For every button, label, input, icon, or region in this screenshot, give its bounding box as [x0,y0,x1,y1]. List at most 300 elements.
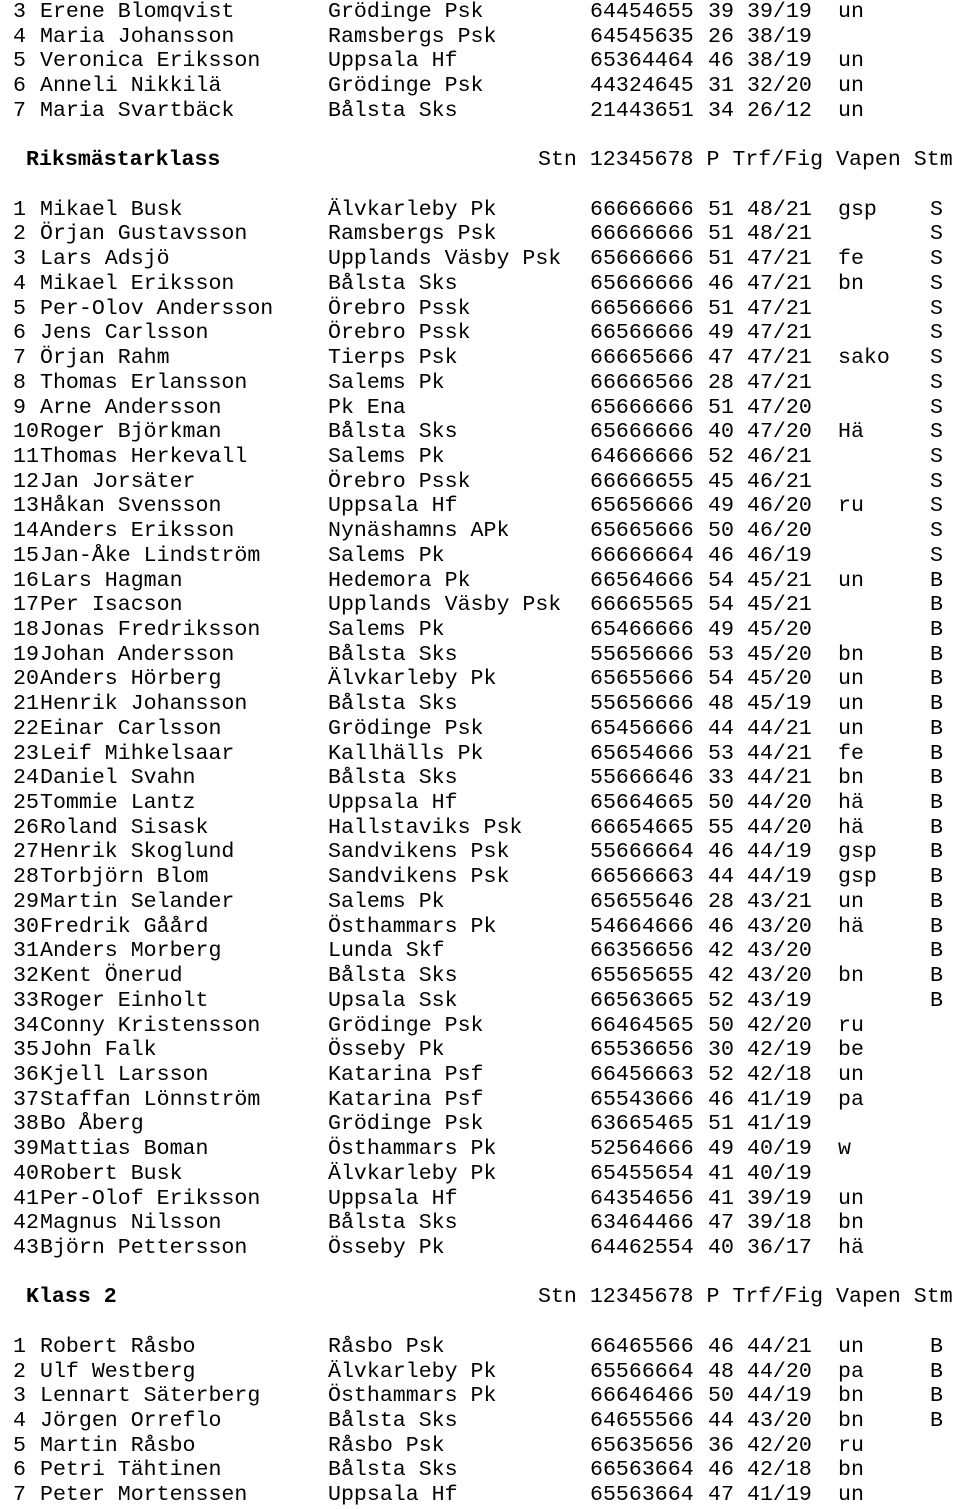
result-row [0,445,960,469]
hits-figures: 48/21 [747,197,812,222]
hits-figures: 39/19 [747,0,812,24]
badge-class: B [930,618,943,642]
placement: 9 [13,395,26,420]
hits-figures: 43/20 [747,939,812,964]
weapon: hä [838,914,864,939]
placement: 24 [13,766,39,791]
club-name: Grödinge Psk [328,74,484,99]
shooter-name: Kjell Larsson [40,1062,209,1087]
result-row [0,667,960,691]
shooter-name: Kent Önerud [40,964,183,989]
result-row [0,742,960,766]
points: 51 [708,1112,734,1137]
placement: 14 [13,519,39,544]
shooter-name: Roger Einholt [40,988,209,1013]
points: 50 [708,519,734,544]
weapon: ru [838,1433,864,1458]
hits-figures: 42/19 [747,1038,812,1063]
result-row [0,1187,960,1211]
result-row [0,99,960,123]
placement: 15 [13,543,39,568]
points: 54 [708,667,734,692]
hits-figures: 44/21 [747,766,812,791]
weapon: un [838,74,864,99]
result-row [0,272,960,296]
placement: 1 [13,1334,26,1359]
shooter-name: John Falk [40,1038,157,1063]
badge-class: B [930,741,943,766]
badge-class: S [930,444,943,469]
shooter-name: Jonas Fredriksson [40,618,261,642]
placement: 3 [13,247,26,272]
hits-figures: 47/20 [747,420,812,445]
club-name: Salems Pk [328,370,445,395]
placement: 12 [13,469,39,494]
badge-class: S [930,296,943,321]
club-name: Katarina Psf [328,1087,484,1112]
weapon: be [838,1038,864,1063]
points: 55 [708,815,734,840]
shooter-name: Roger Björkman [40,420,222,445]
hits-figures: 47/21 [747,296,812,321]
weapon: w [838,1137,851,1162]
result-row [0,1434,960,1458]
placement: 13 [13,494,39,519]
badge-class: B [930,766,943,791]
station-scores: 66666666 [590,197,694,222]
club-name: Grödinge Psk [328,1013,484,1038]
points: 26 [708,24,734,49]
shooter-name: Robert Råsbo [40,1334,196,1359]
club-name: Östhammars Pk [328,914,497,939]
station-scores: 65666666 [590,247,694,272]
placement: 10 [13,420,39,445]
club-name: Uppsala Hf [328,1483,458,1508]
badge-class: B [930,964,943,989]
placement: 5 [13,1433,26,1458]
weapon: un [838,716,864,741]
shooter-name: Veronica Eriksson [40,49,261,74]
placement: 4 [13,271,26,296]
weapon: un [838,1186,864,1211]
badge-class: B [930,939,943,964]
badge-class: B [930,791,943,816]
points: 54 [708,568,734,593]
badge-class: B [930,840,943,865]
shooter-name: Jörgen Orreflo [40,1409,222,1434]
badge-class: B [930,889,943,914]
hits-figures: 47/21 [747,271,812,296]
placement: 17 [13,593,39,618]
station-scores: 66566666 [590,321,694,346]
shooter-name: Maria Svartbäck [40,98,235,123]
result-row [0,865,960,889]
station-scores: 66566663 [590,865,694,890]
points: 49 [708,618,734,642]
club-name: Salems Pk [328,444,445,469]
points: 50 [708,1384,734,1409]
points: 46 [708,1087,734,1112]
club-name: Grödinge Psk [328,716,484,741]
hits-figures: 26/12 [747,98,812,123]
badge-class: B [930,1334,943,1359]
station-scores: 64655566 [590,1409,694,1434]
result-row [0,25,960,49]
placement: 6 [13,74,26,99]
club-name: Älvkarleby Pk [328,1161,497,1186]
weapon: Hä [838,420,864,445]
hits-figures: 47/20 [747,395,812,420]
badge-class: B [930,568,943,593]
station-scores: 66666664 [590,543,694,568]
weapon: bn [838,964,864,989]
placement: 37 [13,1087,39,1112]
club-name: Ramsbergs Psk [328,222,497,247]
club-name: Kallhälls Pk [328,741,484,766]
badge-class: S [930,222,943,247]
placement: 2 [13,1359,26,1384]
shooter-name: Conny Kristensson [40,1013,261,1038]
shooter-name: Per Isacson [40,593,183,618]
placement: 19 [13,642,39,667]
station-scores: 63464466 [590,1211,694,1236]
club-name: Salems Pk [328,889,445,914]
placement: 25 [13,791,39,816]
result-row [0,371,960,395]
result-row [0,519,960,543]
station-scores: 66666566 [590,370,694,395]
hits-figures: 45/19 [747,692,812,717]
points: 44 [708,716,734,741]
badge-class: B [930,692,943,717]
points: 51 [708,222,734,247]
placement: 7 [13,346,26,371]
hits-figures: 48/21 [747,222,812,247]
club-name: Uppsala Hf [328,49,458,74]
shooter-name: Tommie Lantz [40,791,196,816]
badge-class: B [930,1409,943,1434]
weapon: pa [838,1359,864,1384]
result-row [0,1014,960,1038]
weapon: un [838,1334,864,1359]
result-row [0,766,960,790]
weapon: bn [838,1211,864,1236]
section-header [0,148,960,172]
shooter-name: Ulf Westberg [40,1359,196,1384]
result-row [0,717,960,741]
weapon: un [838,49,864,74]
club-name: Örebro Pssk [328,469,471,494]
badge-class: S [930,370,943,395]
placement: 20 [13,667,39,692]
result-row [0,1162,960,1186]
points: 46 [708,543,734,568]
club-name: Älvkarleby Pk [328,197,497,222]
club-name: Bålsta Sks [328,964,458,989]
points: 49 [708,1137,734,1162]
station-scores: 44324645 [590,74,694,99]
hits-figures: 38/19 [747,24,812,49]
club-name: Össeby Pk [328,1236,445,1260]
placement: 16 [13,568,39,593]
weapon: bn [838,1458,864,1483]
result-row [0,1137,960,1161]
shooter-name: Arne Andersson [40,395,222,420]
shooter-name: Håkan Svensson [40,494,222,519]
points: 51 [708,395,734,420]
weapon: hä [838,791,864,816]
points: 44 [708,1409,734,1434]
shooter-name: Jan Jorsäter [40,469,196,494]
hits-figures: 44/21 [747,716,812,741]
column-headers: Stn 12345678 P Trf/Fig Vapen Stm [538,148,953,173]
station-scores: 65543666 [590,1087,694,1112]
placement: 31 [13,939,39,964]
shooter-name: Martin Selander [40,889,235,914]
weapon: un [838,568,864,593]
station-scores: 66464565 [590,1013,694,1038]
club-name: Uppsala Hf [328,494,458,519]
hits-figures: 44/20 [747,1359,812,1384]
station-scores: 63665465 [590,1112,694,1137]
points: 46 [708,49,734,74]
badge-class: B [930,1384,943,1409]
placement: 23 [13,741,39,766]
shooter-name: Staffan Lönnström [40,1087,261,1112]
weapon: un [838,667,864,692]
shooter-name: Lennart Säterberg [40,1384,261,1409]
section-title: Klass 2 [26,1285,117,1310]
weapon: un [838,98,864,123]
station-scores: 66665565 [590,593,694,618]
hits-figures: 44/19 [747,1384,812,1409]
weapon: ru [838,494,864,519]
club-name: Ramsbergs Psk [328,24,497,49]
result-row [0,222,960,246]
hits-figures: 43/19 [747,988,812,1013]
club-name: Älvkarleby Pk [328,1359,497,1384]
station-scores: 65666666 [590,395,694,420]
hits-figures: 40/19 [747,1161,812,1186]
badge-class: B [930,1359,943,1384]
club-name: Örebro Pssk [328,321,471,346]
shooter-name: Henrik Johansson [40,692,248,717]
shooter-name: Örjan Rahm [40,346,170,371]
hits-figures: 32/20 [747,74,812,99]
points: 46 [708,271,734,296]
weapon: un [838,1483,864,1508]
hits-figures: 38/19 [747,49,812,74]
shooter-name: Anneli Nikkilä [40,74,222,99]
station-scores: 66563664 [590,1458,694,1483]
result-row [0,618,960,642]
points: 50 [708,1013,734,1038]
hits-figures: 44/21 [747,1334,812,1359]
placement: 5 [13,49,26,74]
hits-figures: 45/21 [747,568,812,593]
points: 34 [708,98,734,123]
hits-figures: 47/21 [747,321,812,346]
club-name: Bålsta Sks [328,1409,458,1434]
weapon: bn [838,271,864,296]
station-scores: 54664666 [590,914,694,939]
hits-figures: 45/20 [747,667,812,692]
weapon: un [838,0,864,24]
placement: 35 [13,1038,39,1063]
result-row [0,989,960,1013]
station-scores: 52564666 [590,1137,694,1162]
hits-figures: 42/20 [747,1433,812,1458]
points: 30 [708,1038,734,1063]
badge-class: B [930,914,943,939]
station-scores: 65364464 [590,49,694,74]
weapon: gsp [838,865,877,890]
club-name: Salems Pk [328,618,445,642]
station-scores: 66666655 [590,469,694,494]
badge-class: S [930,469,943,494]
placement: 29 [13,889,39,914]
station-scores: 65656666 [590,494,694,519]
result-row [0,915,960,939]
hits-figures: 44/20 [747,815,812,840]
points: 42 [708,939,734,964]
station-scores: 66665666 [590,346,694,371]
badge-class: S [930,197,943,222]
result-row [0,420,960,444]
result-row [0,1335,960,1359]
station-scores: 65666666 [590,420,694,445]
result-row [0,1038,960,1062]
points: 52 [708,444,734,469]
shooter-name: Robert Busk [40,1161,183,1186]
badge-class: S [930,494,943,519]
hits-figures: 43/21 [747,889,812,914]
shooter-name: Leif Mihkelsaar [40,741,235,766]
placement: 5 [13,296,26,321]
badge-class: B [930,667,943,692]
club-name: Bålsta Sks [328,271,458,296]
station-scores: 66456663 [590,1062,694,1087]
weapon: bn [838,1409,864,1434]
result-row [0,643,960,667]
badge-class: S [930,271,943,296]
club-name: Bålsta Sks [328,420,458,445]
station-scores: 55656666 [590,642,694,667]
placement: 38 [13,1112,39,1137]
hits-figures: 42/18 [747,1458,812,1483]
club-name: Bålsta Sks [328,1211,458,1236]
station-scores: 64454655 [590,0,694,24]
station-scores: 66654665 [590,815,694,840]
weapon: sako [838,346,890,371]
placement: 32 [13,964,39,989]
station-scores: 21443651 [590,98,694,123]
badge-class: B [930,988,943,1013]
result-row [0,791,960,815]
club-name: Råsbo Psk [328,1334,445,1359]
station-scores: 65664665 [590,791,694,816]
badge-class: S [930,519,943,544]
club-name: Uppsala Hf [328,1186,458,1211]
result-row [0,1360,960,1384]
points: 40 [708,420,734,445]
station-scores: 55666646 [590,766,694,791]
result-row [0,593,960,617]
points: 44 [708,865,734,890]
points: 48 [708,692,734,717]
points: 54 [708,593,734,618]
station-scores: 65655666 [590,667,694,692]
placement: 2 [13,222,26,247]
result-row [0,198,960,222]
club-name: Östhammars Pk [328,1137,497,1162]
hits-figures: 46/21 [747,469,812,494]
club-name: Bålsta Sks [328,642,458,667]
station-scores: 55666664 [590,840,694,865]
club-name: Bålsta Sks [328,1458,458,1483]
points: 31 [708,74,734,99]
club-name: Bålsta Sks [328,692,458,717]
station-scores: 65665666 [590,519,694,544]
placement: 7 [13,1483,26,1508]
club-name: Råsbo Psk [328,1433,445,1458]
hits-figures: 47/21 [747,247,812,272]
result-row [0,49,960,73]
station-scores: 65655646 [590,889,694,914]
placement: 6 [13,1458,26,1483]
shooter-name: Fredrik Gåård [40,914,209,939]
badge-class: S [930,346,943,371]
placement: 39 [13,1137,39,1162]
shooter-name: Bo Åberg [40,1112,144,1137]
points: 47 [708,346,734,371]
points: 33 [708,766,734,791]
result-row [0,247,960,271]
hits-figures: 39/18 [747,1211,812,1236]
club-name: Upplands Väsby Psk [328,247,562,272]
result-row [0,1236,960,1260]
weapon: hä [838,1236,864,1260]
placement: 41 [13,1186,39,1211]
club-name: Pk Ena [328,395,406,420]
weapon: bn [838,1384,864,1409]
placement: 8 [13,370,26,395]
badge-class: S [930,321,943,346]
points: 53 [708,642,734,667]
shooter-name: Lars Hagman [40,568,183,593]
shooter-name: Mikael Busk [40,197,183,222]
weapon: fe [838,741,864,766]
points: 46 [708,914,734,939]
result-row [0,396,960,420]
result-row [0,1088,960,1112]
placement: 11 [13,444,39,469]
placement: 1 [13,197,26,222]
station-scores: 65466666 [590,618,694,642]
shooter-name: Mikael Eriksson [40,271,235,296]
weapon: fe [838,247,864,272]
points: 48 [708,1359,734,1384]
hits-figures: 39/19 [747,1186,812,1211]
points: 39 [708,0,734,24]
shooter-name: Thomas Herkevall [40,444,248,469]
shooter-name: Martin Råsbo [40,1433,196,1458]
points: 28 [708,889,734,914]
station-scores: 64462554 [590,1236,694,1260]
weapon: bn [838,766,864,791]
points: 41 [708,1186,734,1211]
result-row [0,964,960,988]
